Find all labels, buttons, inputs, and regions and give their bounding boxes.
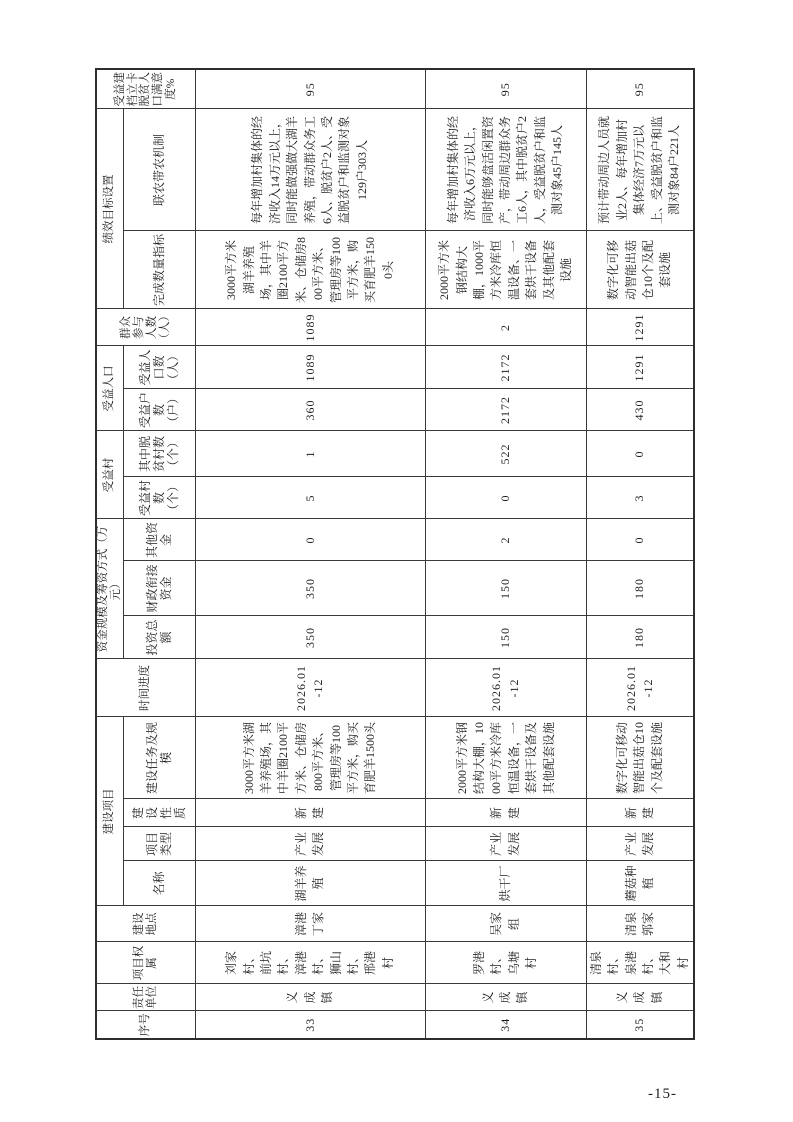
header-group-funding: 资金规模及筹资方式（万元） bbox=[96, 519, 123, 659]
table-row bbox=[586, 69, 694, 1039]
cell-ownership: 刘家村、前坑村、漳港村、狮山村、邢港村 bbox=[195, 942, 425, 984]
cell-quantity-indicators: 数字化可移动智能出菇仓10个及配套设施 bbox=[586, 231, 694, 309]
cell-name: 蘑菇种植 bbox=[586, 861, 694, 906]
cell-name: 烘干厂 bbox=[425, 861, 586, 906]
cell-household-count: 430 bbox=[586, 389, 694, 431]
cell-mass-participation: 2 bbox=[425, 309, 586, 346]
cell-farmer-linkage: 每年增加村集体的经济收入6万元以上，同时能够盘活闲置资产，带动周边群众务工6人，其中脱贫户2人，受益脱贫户和监测对象45户145人 bbox=[425, 109, 586, 231]
cell-ownership: 清泉村、泉港村、大和村 bbox=[586, 942, 694, 984]
cell-responsible-unit: 义成镇 bbox=[425, 984, 586, 1011]
project-table bbox=[95, 68, 695, 1040]
cell-tasks-scale: 3000平方米湖羊养殖场，其中羊圈2100平方米、仓储房800平方米、管理房等100平方米，购买育肥羊1500头 bbox=[195, 717, 425, 799]
cell-satisfaction: 95 bbox=[195, 69, 425, 109]
header-build-nature: 建设性质 bbox=[123, 799, 195, 827]
cell-tasks-scale: 2000平方米钢结构大棚，1000平方米冷库恒温设备，一套烘干设备及其他配套设施 bbox=[425, 717, 586, 799]
header-household-count: 受益户数（户） bbox=[123, 389, 195, 431]
cell-location: 吴家组 bbox=[425, 906, 586, 942]
cell-serial: 35 bbox=[586, 1011, 694, 1039]
header-row-subs bbox=[123, 69, 195, 1039]
cell-farmer-linkage: 每年增加村集体的经济收入14万元以上，同时能做强做大湖羊养殖，带动群众务工6人、脱贫户2人、受益脱贫户和监测对象129户303人 bbox=[195, 109, 425, 231]
table-row bbox=[195, 69, 425, 1039]
cell-total-investment: 150 bbox=[425, 616, 586, 659]
header-group-performance-targets: 绩效目标设置 bbox=[96, 109, 123, 309]
landscape-table-container bbox=[95, 70, 689, 1040]
header-name: 名称 bbox=[123, 861, 195, 906]
cell-other-funds: 2 bbox=[425, 519, 586, 561]
cell-fiscal-funds: 350 bbox=[195, 561, 425, 616]
cell-household-count: 2172 bbox=[425, 389, 586, 431]
header-village-count: 受益村数（个） bbox=[123, 477, 195, 519]
cell-build-nature: 新建 bbox=[195, 799, 425, 827]
cell-fiscal-funds: 180 bbox=[586, 561, 694, 616]
header-location: 建设地点 bbox=[96, 906, 195, 942]
header-satisfaction: 受益建档立卡脱贫人口满意度% bbox=[96, 69, 195, 109]
cell-village-count: 3 bbox=[586, 477, 694, 519]
header-fiscal-funds: 财政衔接资金 bbox=[123, 561, 195, 616]
header-schedule: 时间进度 bbox=[96, 659, 195, 717]
cell-fiscal-funds: 150 bbox=[425, 561, 586, 616]
cell-other-funds: 0 bbox=[586, 519, 694, 561]
cell-poverty-village-count: 522 bbox=[425, 431, 586, 477]
cell-schedule: 2026.01-12 bbox=[425, 659, 586, 717]
cell-mass-participation: 1291 bbox=[586, 309, 694, 346]
cell-population-count: 1089 bbox=[195, 346, 425, 389]
cell-responsible-unit: 义成镇 bbox=[195, 984, 425, 1011]
header-serial: 序号 bbox=[96, 1011, 195, 1039]
cell-build-nature: 新建 bbox=[425, 799, 586, 827]
header-project-type: 项目类型 bbox=[123, 827, 195, 861]
cell-village-count: 0 bbox=[425, 477, 586, 519]
cell-satisfaction: 95 bbox=[586, 69, 694, 109]
cell-population-count: 2172 bbox=[425, 346, 586, 389]
cell-other-funds: 0 bbox=[195, 519, 425, 561]
header-total-investment: 投资总额 bbox=[123, 616, 195, 659]
header-farmer-linkage: 联农带农机制 bbox=[123, 109, 195, 231]
cell-location: 漳港丁家 bbox=[195, 906, 425, 942]
cell-village-count: 5 bbox=[195, 477, 425, 519]
page-number: -15- bbox=[648, 1086, 677, 1102]
header-group-benefit-population: 受益人口 bbox=[96, 346, 123, 431]
cell-responsible-unit: 义成镇 bbox=[586, 984, 694, 1011]
table-row bbox=[425, 69, 586, 1039]
cell-project-type: 产业发展 bbox=[425, 827, 586, 861]
cell-total-investment: 350 bbox=[195, 616, 425, 659]
cell-schedule: 2026.01-12 bbox=[586, 659, 694, 717]
cell-project-type: 产业发展 bbox=[586, 827, 694, 861]
cell-quantity-indicators: 2000平方米钢结构大棚，1000平方米冷库恒温设备、一套烘干设备及其他配套设施 bbox=[425, 231, 586, 309]
header-group-benefit-villages: 受益村 bbox=[96, 431, 123, 519]
cell-household-count: 360 bbox=[195, 389, 425, 431]
header-population-count: 受益人口数（人） bbox=[123, 346, 195, 389]
cell-schedule: 2026.01-12 bbox=[195, 659, 425, 717]
cell-name: 湖羊养殖 bbox=[195, 861, 425, 906]
cell-serial: 33 bbox=[195, 1011, 425, 1039]
header-poverty-village-count: 其中脱贫村数（个） bbox=[123, 431, 195, 477]
header-responsible-unit: 责任单位 bbox=[96, 984, 195, 1011]
cell-farmer-linkage: 预计带动周边人员就业2人、每年增加村集体经济7万元以上、受益脱贫户和监测对象84户221人 bbox=[586, 109, 694, 231]
cell-build-nature: 新建 bbox=[586, 799, 694, 827]
cell-project-type: 产业发展 bbox=[195, 827, 425, 861]
header-group-construction-project: 建设项目 bbox=[96, 717, 123, 906]
cell-satisfaction: 95 bbox=[425, 69, 586, 109]
cell-mass-participation: 1089 bbox=[195, 309, 425, 346]
header-tasks-scale: 建设任务及规模 bbox=[123, 717, 195, 799]
header-quantity-indicators: 完成数量指标 bbox=[123, 231, 195, 309]
cell-population-count: 1291 bbox=[586, 346, 694, 389]
cell-poverty-village-count: 1 bbox=[195, 431, 425, 477]
cell-ownership: 罗港村、乌塘村 bbox=[425, 942, 586, 984]
cell-location: 清泉郭家 bbox=[586, 906, 694, 942]
header-row-groups bbox=[96, 69, 123, 1039]
header-other-funds: 其他资金 bbox=[123, 519, 195, 561]
header-ownership: 项目权属 bbox=[96, 942, 195, 984]
cell-serial: 34 bbox=[425, 1011, 586, 1039]
cell-poverty-village-count: 0 bbox=[586, 431, 694, 477]
header-mass-participation: 群众参与人数（人） bbox=[96, 309, 195, 346]
cell-quantity-indicators: 3000平方米湖羊养殖场，其中羊圈2100平方米、仓储房800平方米、管理房等100平方米，购买育肥羊1500头 bbox=[195, 231, 425, 309]
rotated-table-area bbox=[95, 70, 689, 1040]
cell-tasks-scale: 数字化可移动智能出菇仓10个及配套设施 bbox=[586, 717, 694, 799]
cell-total-investment: 180 bbox=[586, 616, 694, 659]
